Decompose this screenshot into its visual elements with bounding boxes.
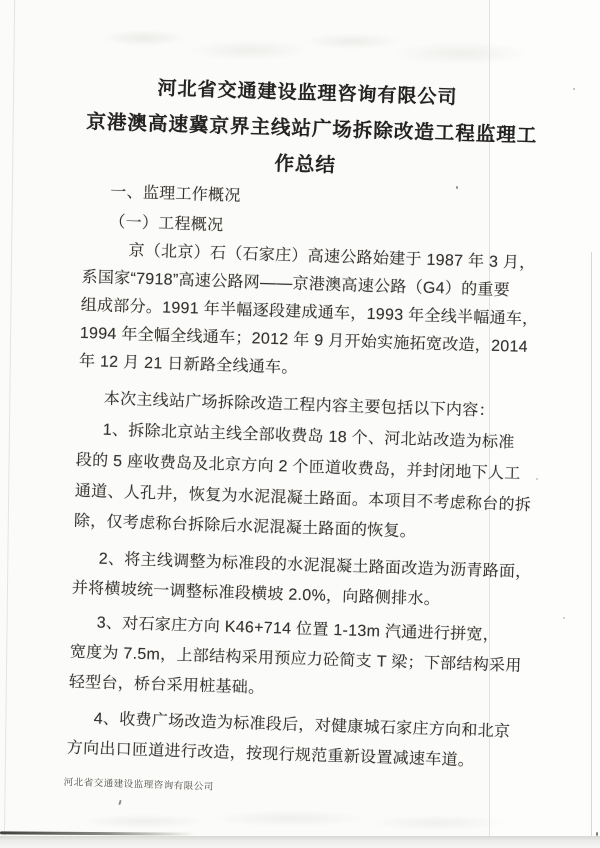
page-edge-left: [4, 0, 16, 848]
scan-smudge-top: [92, 22, 527, 68]
body-line: 并将横坡统一调整标准段横坡 2.0%，向路侧排水。: [71, 579, 441, 609]
scan-speck: [536, 478, 538, 480]
scan-fold-line-right: [591, 252, 592, 848]
scan-speck: [563, 617, 565, 619]
body-line: 宽度为 7.5m，上部结构采用预应力砼简支 T 梁；下部结构采用: [69, 643, 522, 675]
body-line: 系国家“7918”高速公路网——京港澳高速公路（G4）的重要: [81, 268, 511, 300]
list-item-1: 1、拆除北京站主线全部收费岛 18 个、河北站改造为标准: [102, 421, 515, 452]
body-line: 组成部分。1991 年半幅逐段建成通车，1993 年全线半幅通车，: [80, 296, 539, 329]
body-line: 京（北京）石（石家庄）高速公路始建于 1987 年 3 月，: [128, 242, 536, 273]
list-item-4: 4、收费广场改造为标准段后，对健康城石家庄方向和北京: [93, 710, 511, 741]
body-line: 年 12 月 21 日新路全线通车。: [78, 352, 298, 377]
footer-company: 河北省交通建设监理咨询有限公司: [63, 777, 214, 793]
body-line: 通道、人孔井，恢复为水泥混凝土路面。本项目不考虑称台的拆: [74, 482, 532, 515]
scan-speck: [573, 88, 575, 90]
subsection-heading: （一）工程概况: [109, 213, 224, 235]
section-heading: 一、监理工作概况: [110, 183, 241, 205]
body-line: 除，仅考虑称台拆除后水泥混凝土路面的恢复。: [73, 512, 417, 541]
list-item-2: 2、将主线调整为标准段的水泥混凝土路面改造为沥青路面，: [98, 550, 532, 582]
body-line: 轻型台，桥台采用桩基础。: [68, 673, 265, 697]
scan-speck: [596, 832, 598, 836]
page-edge-bottom: [0, 836, 600, 848]
list-item-3: 3、对石家庄方向 K46+714 位置 1-13m 汽通进行拼宽，: [96, 614, 500, 645]
body-line: 1994 年全幅全线通车；2012 年 9 月开始实施拓宽改造，2014: [79, 324, 529, 356]
doc-title-line-2: 作总结: [274, 152, 337, 177]
body-line: 方向出口匝道进行改造，按现行规范重新设置减速车道。: [66, 739, 475, 770]
body-line: 段的 5 座收费岛及北京方向 2 个匝道收费岛，并封闭地下人工: [75, 451, 521, 483]
scan-speck: [118, 800, 121, 805]
document-content: [66, 74, 539, 777]
doc-title-line-1: 京港澳高速冀京界主线站广场拆除改造工程监理工: [86, 110, 538, 148]
company-header: 河北省交通建设监理咨询有限公司: [157, 78, 458, 109]
scan-smudge-bottom: [55, 806, 545, 834]
body-line: 本次主线站广场拆除改造工程内容主要包括以下内容：: [103, 390, 496, 420]
